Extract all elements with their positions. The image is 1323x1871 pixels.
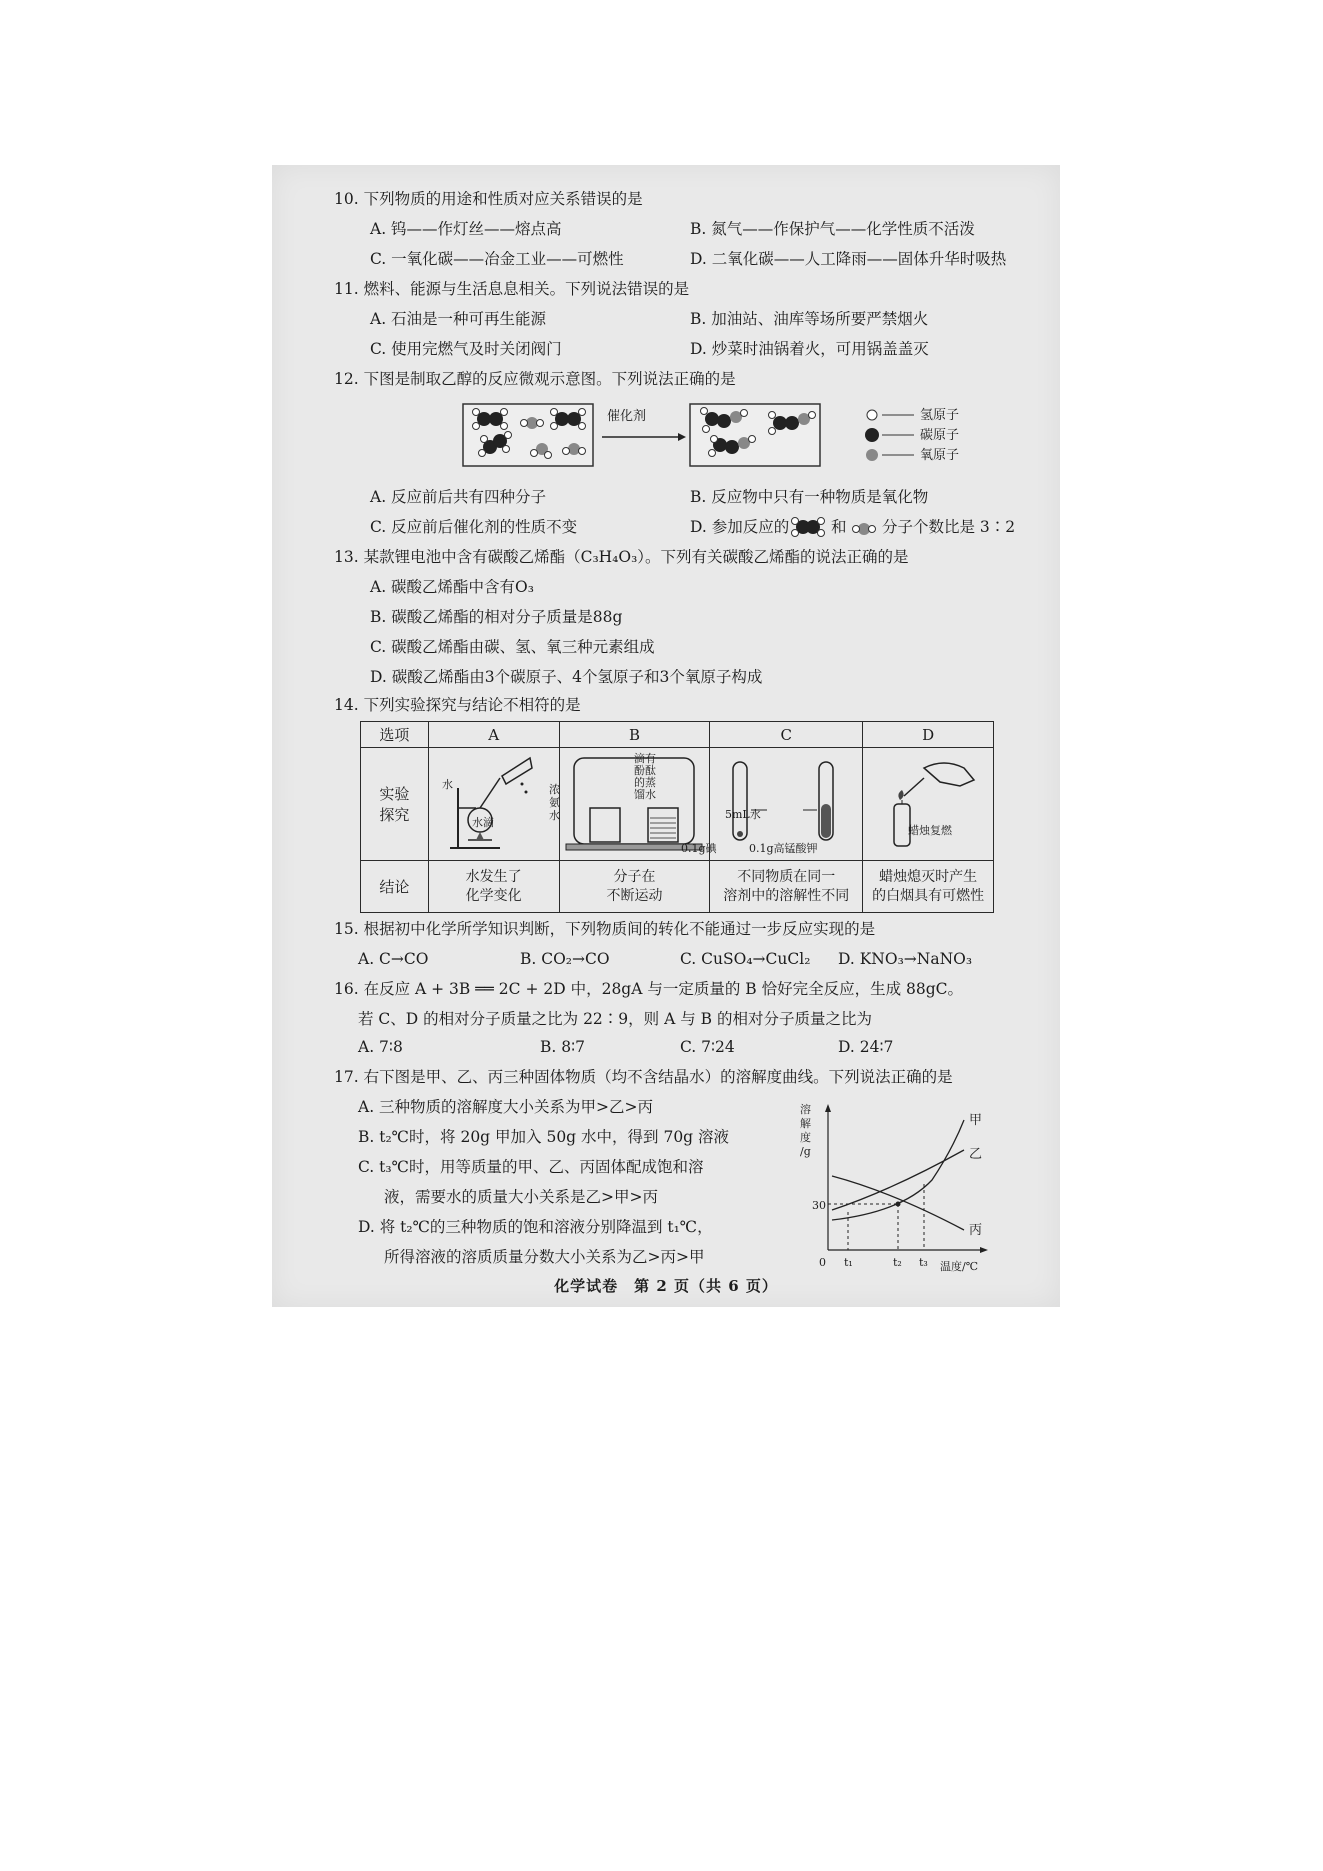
label-phenolphthalein: 滴有 酚酞 的蒸 馏水 bbox=[634, 752, 656, 801]
conclusion-c: 不同物质在同一 溶剂中的溶解性不同 bbox=[710, 861, 863, 913]
q10-option-d: D. 二氧化碳——人工降雨——固体升华时吸热 bbox=[690, 250, 1007, 268]
q17-option-c-line1: C. t₃℃时，用等质量的甲、乙、丙固体配成饱和溶 bbox=[358, 1158, 704, 1176]
label-water: 水 bbox=[442, 778, 453, 791]
q17-option-d-line1: D. 将 t₂℃的三种物质的饱和溶液分别降温到 t₁℃， bbox=[358, 1218, 713, 1236]
q10-option-a: A. 钨——作灯丝——熔点高 bbox=[370, 220, 562, 238]
graph-label-jia: 甲 bbox=[969, 1113, 983, 1128]
table-header-c: C bbox=[710, 722, 863, 748]
catalyst-label: 催化剂 bbox=[607, 409, 647, 424]
experiment-table bbox=[360, 721, 994, 913]
q12-option-d-start: D. 参加反应的 bbox=[690, 518, 790, 536]
q13-option-b: B. 碳酸乙烯酯的相对分子质量是88g bbox=[370, 608, 623, 626]
carbon-atom-icon bbox=[865, 428, 879, 442]
q17-stem: 17. 右下图是甲、乙、丙三种固体物质（均不含结晶水）的溶解度曲线。下列说法正确的是 bbox=[334, 1068, 953, 1086]
q11-option-a: A. 石油是一种可再生能源 bbox=[370, 310, 547, 328]
q17-option-d-line2: 所得溶液的溶质质量分数大小关系为乙>丙>甲 bbox=[384, 1248, 705, 1266]
graph-x-label: 温度/℃ bbox=[940, 1260, 979, 1273]
q11-option-c: C. 使用完燃气及时关闭阀门 bbox=[370, 340, 562, 358]
q11-option-d: D. 炒菜时油锅着火，可用锅盖盖灭 bbox=[690, 340, 929, 358]
graph-t2: t₂ bbox=[893, 1256, 902, 1269]
q16-line1: 16. 在反应 A + 3B ══ 2C + 2D 中，28gA 与一定质量的 B 恰好完全反应，生成 88gC。 bbox=[334, 980, 964, 998]
q16-line2: 若 C、D 的相对分子质量之比为 22∶9，则 A 与 B 的相对分子质量之比为 bbox=[358, 1010, 872, 1028]
q16-option-d: D. 24∶7 bbox=[838, 1038, 894, 1056]
table-header-a: A bbox=[428, 722, 559, 748]
exam-page bbox=[272, 165, 1060, 1307]
q10-stem: 10. 下列物质的用途和性质对应关系错误的是 bbox=[334, 190, 643, 208]
q12-option-a: A. 反应前后共有四种分子 bbox=[370, 488, 547, 506]
q16-option-b: B. 8∶7 bbox=[540, 1038, 586, 1056]
q13-option-a: A. 碳酸乙烯酯中含有O₃ bbox=[370, 578, 534, 596]
q12-option-d-and: 和 bbox=[831, 518, 847, 536]
graph-label-bing: 丙 bbox=[969, 1223, 983, 1238]
q16-option-c: C. 7∶24 bbox=[680, 1038, 735, 1056]
label-candle: 蜡烛复燃 bbox=[908, 824, 952, 837]
graph-t1: t₁ bbox=[844, 1256, 853, 1269]
q10-option-c: C. 一氧化碳——冶金工业——可燃性 bbox=[370, 250, 624, 268]
conclusion-a: 水发生了 化学变化 bbox=[428, 861, 559, 913]
conclusion-d: 蜡烛熄灭时产生 的白烟具有可燃性 bbox=[863, 861, 994, 913]
ethylene-icon bbox=[790, 517, 826, 537]
graph-origin: 0 bbox=[819, 1256, 826, 1269]
q12-option-b: B. 反应物中只有一种物质是氧化物 bbox=[690, 488, 929, 506]
experiment-d-cell bbox=[863, 748, 994, 861]
legend-hydrogen: 氢原子 bbox=[920, 408, 960, 423]
q10-option-b: B. 氮气——作保护气——化学性质不活泼 bbox=[690, 220, 975, 238]
graph-y30: 30 bbox=[812, 1199, 826, 1212]
page-footer: 化学试卷 第 2 页（共 6 页） bbox=[554, 1277, 778, 1295]
table-header-d: D bbox=[863, 722, 994, 748]
experiment-a-cell bbox=[428, 748, 559, 861]
curve-yi bbox=[832, 1150, 964, 1210]
q17-option-b: B. t₂℃时，将 20g 甲加入 50g 水中，得到 70g 溶液 bbox=[358, 1128, 730, 1146]
q17-option-a: A. 三种物质的溶解度大小关系为甲>乙>丙 bbox=[358, 1098, 654, 1116]
q12-stem: 12. 下图是制取乙醇的反应微观示意图。下列说法正确的是 bbox=[334, 370, 736, 388]
graph-y-label: 溶 解 度 /g bbox=[800, 1103, 811, 1158]
q12-option-d-end: 分子个数比是 3∶2 bbox=[882, 518, 1016, 536]
graph-label-yi: 乙 bbox=[969, 1147, 983, 1162]
q15-stem: 15. 根据初中化学所学知识判断，下列物质间的转化不能通过一步反应实现的是 bbox=[334, 920, 876, 938]
q12-option-c: C. 反应前后催化剂的性质不变 bbox=[370, 518, 578, 536]
label-5ml-water: 5mL水 bbox=[725, 808, 761, 821]
q17-option-c-line2: 液，需要水的质量大小关系是乙>甲>丙 bbox=[384, 1188, 658, 1206]
row-label-conclusion: 结论 bbox=[361, 861, 429, 913]
label-droplet: 水滴 bbox=[472, 816, 494, 829]
q14-stem: 14. 下列实验探究与结论不相符的是 bbox=[334, 696, 581, 714]
label-iodine: 0.1g碘 bbox=[681, 842, 717, 855]
graph-t3: t₃ bbox=[919, 1256, 928, 1269]
atom-legend bbox=[864, 407, 916, 467]
label-ammonia: 浓 氨 水 bbox=[549, 783, 560, 822]
q15-option-d: D. KNO₃→NaNO₃ bbox=[838, 950, 973, 968]
q15-option-c: C. CuSO₄→CuCl₂ bbox=[680, 950, 811, 968]
conclusion-b: 分子在 不断运动 bbox=[559, 861, 710, 913]
q15-option-a: A. C→CO bbox=[358, 950, 429, 968]
q13-option-d: D. 碳酸乙烯酯由3个碳原子、4个氢原子和3个氧原子构成 bbox=[370, 668, 763, 686]
water-icon bbox=[850, 519, 878, 537]
table-header-b: B bbox=[559, 722, 710, 748]
distillation-figure bbox=[430, 748, 558, 856]
table-header-option: 选项 bbox=[361, 722, 429, 748]
hydrogen-atom-icon bbox=[867, 410, 877, 420]
label-kmno4: 0.1g高锰酸钾 bbox=[749, 842, 818, 855]
oxygen-atom-icon bbox=[866, 449, 878, 461]
q16-option-a: A. 7∶8 bbox=[358, 1038, 403, 1056]
legend-carbon: 碳原子 bbox=[920, 428, 960, 443]
q13-option-c: C. 碳酸乙烯酯由碳、氢、氧三种元素组成 bbox=[370, 638, 655, 656]
row-label-experiment: 实验 探究 bbox=[361, 748, 429, 861]
q11-stem: 11. 燃料、能源与生活息息相关。下列说法错误的是 bbox=[334, 280, 690, 298]
q11-option-b: B. 加油站、油库等场所要严禁烟火 bbox=[690, 310, 929, 328]
legend-oxygen: 氧原子 bbox=[920, 448, 960, 463]
q15-option-b: B. CO₂→CO bbox=[520, 950, 610, 968]
q13-stem: 13. 某款锂电池中含有碳酸乙烯酯（C₃H₄O₃）。下列有关碳酸乙烯酯的说法正确的是 bbox=[334, 548, 909, 566]
